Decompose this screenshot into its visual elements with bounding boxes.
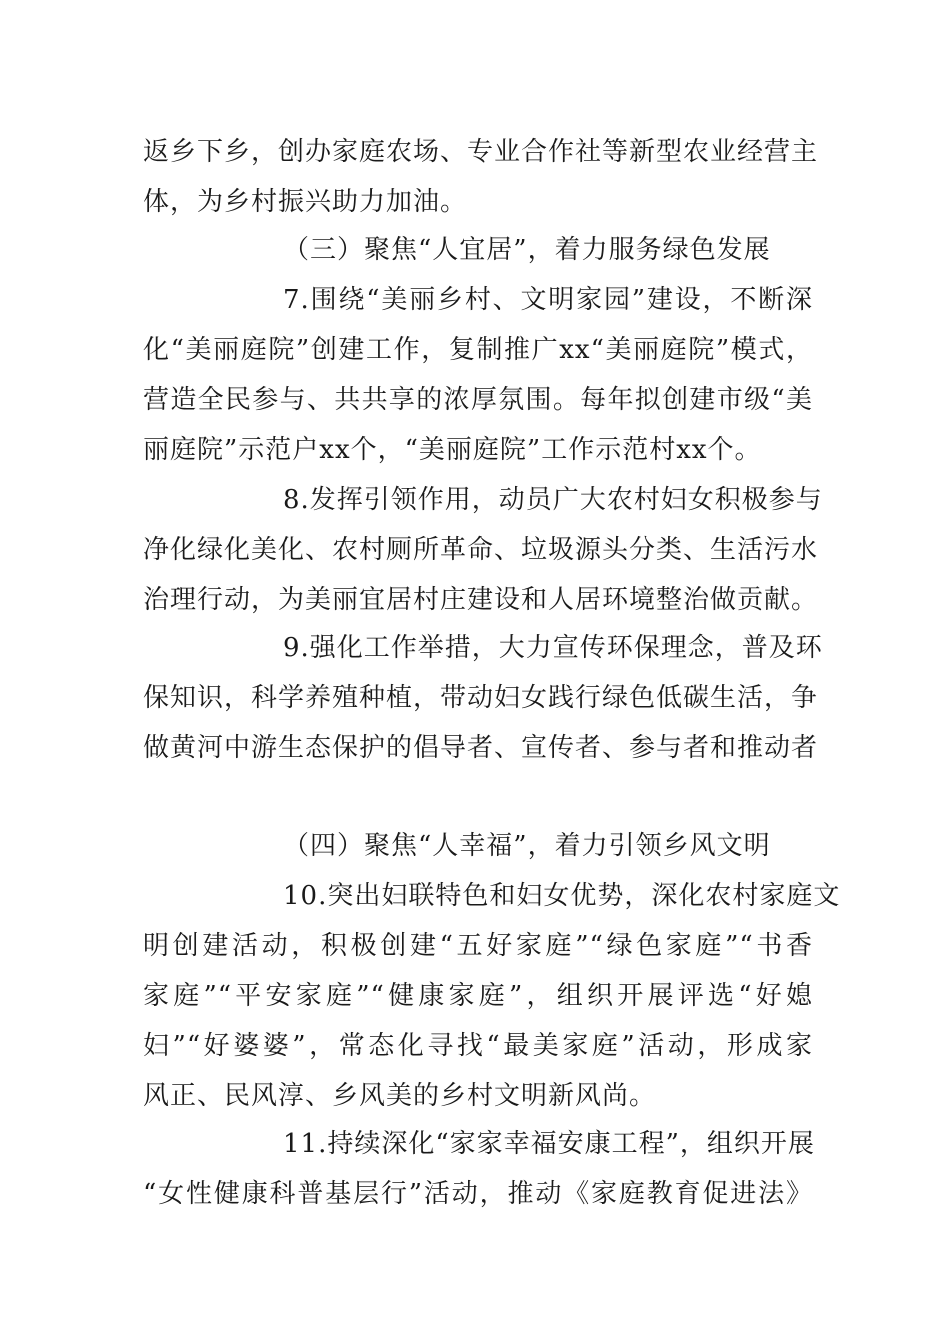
item-7-line-3: 营造全民参与、共共享的浓厚氛围。每年拟创建市级“美	[143, 385, 813, 415]
item-10-line-5: 风正、民风淳、乡风美的乡村文明新风尚。	[143, 1081, 657, 1111]
item-9-line-1: 9.强化工作举措，大力宣传环保理念，普及环	[283, 633, 823, 663]
item-9-line-3: 做黄河中游生态保护的倡导者、宣传者、参与者和推动者	[143, 733, 819, 763]
item-8-line-1: 8.发挥引领作用，动员广大农村妇女积极参与	[283, 485, 823, 515]
item-8-line-3: 治理行动，为美丽宜居村庄建设和人居环境整治做贡献。	[143, 585, 819, 615]
item-10-line-3: 家庭”“平安家庭”“健康家庭”，组织开展评选“好媳	[143, 981, 813, 1011]
item-8-line-2: 净化绿化美化、农村厕所革命、垃圾源头分类、生活污水	[143, 535, 819, 565]
item-7-line-2: 化“美丽庭院”创建工作，复制推广xx“美丽庭院”模式，	[143, 335, 813, 365]
item-10-line-1: 10.突出妇联特色和妇女优势，深化农村家庭文	[283, 881, 841, 911]
item-9-line-2: 保知识，科学养殖种植，带动妇女践行绿色低碳生活，争	[143, 683, 819, 713]
item-10-line-2: 明创建活动，积极创建“五好家庭”“绿色家庭”“书香	[143, 931, 813, 961]
item-11-line-1: 11.持续深化“家家幸福安康工程”，组织开展	[283, 1129, 815, 1159]
text-line-1: 返乡下乡，创办家庭农场、专业合作社等新型农业经营主	[143, 137, 819, 167]
item-11-line-2: “女性健康科普基层行”活动，推动《家庭教育促进法》	[143, 1179, 813, 1209]
section-heading-4: （四）聚焦“人幸福”，着力引领乡风文明	[283, 831, 771, 861]
section-heading-3: （三）聚焦“人宜居”，着力服务绿色发展	[283, 235, 771, 265]
item-7-line-1: 7.围绕“美丽乡村、文明家园”建设，不断深	[283, 285, 813, 315]
item-7-line-4: 丽庭院”示范户xx个，“美丽庭院”工作示范村xx个。	[143, 435, 762, 465]
text-line-2: 体，为乡村振兴助力加油。	[143, 187, 468, 217]
item-10-line-4: 妇”“好婆婆”，常态化寻找“最美家庭”活动，形成家	[143, 1031, 813, 1061]
